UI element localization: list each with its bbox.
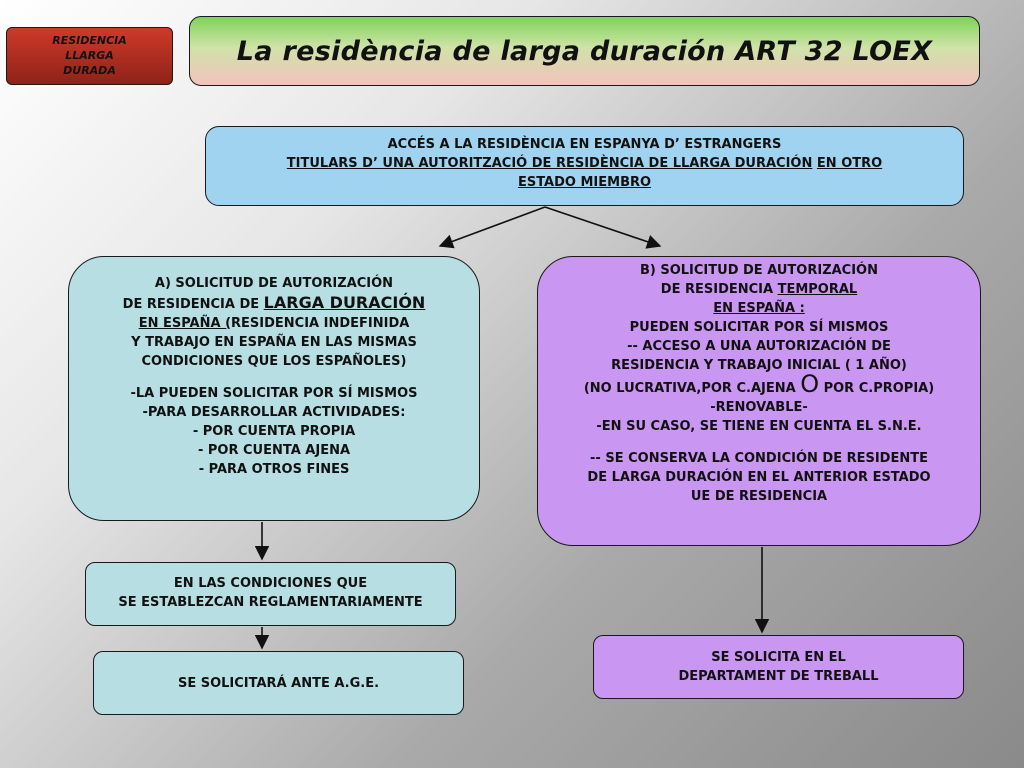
option-a-list-item: - PARA OTROS FINES xyxy=(198,462,350,477)
option-b-modes-b: POR C.PROPIA) xyxy=(819,381,935,396)
option-b-text-line: DE LARGA DURACIÓN EN EL ANTERIOR ESTADO xyxy=(587,470,931,485)
option-b-type-emphasis: TEMPORAL xyxy=(777,282,858,297)
option-b-box xyxy=(537,256,981,546)
department-box xyxy=(593,635,964,699)
option-b-text-line: PUEDEN SOLICITAR POR SÍ MISMOS xyxy=(629,320,889,335)
option-b-text-line: -RENOVABLE- xyxy=(710,400,808,415)
spacer xyxy=(538,436,980,449)
department-line: DEPARTAMENT DE TREBALL xyxy=(678,669,879,684)
access-heading: ACCÉS A LA RESIDÈNCIA EN ESPANYA D’ ESTRANGERS xyxy=(387,137,782,152)
spacer xyxy=(69,371,479,384)
department-line: SE SOLICITA EN EL xyxy=(711,650,846,665)
conditions-line: SE ESTABLEZCAN REGLAMENTARIAMENTE xyxy=(118,595,423,610)
option-a-list-item: - POR CUENTA PROPIA xyxy=(192,424,356,439)
conditions-line: EN LAS CONDICIONES QUE xyxy=(173,576,368,591)
section-tag-line: RESIDENCIA xyxy=(52,34,127,47)
option-b-text-line: RESIDENCIA Y TRABAJO INICIAL ( 1 AÑO) xyxy=(611,358,907,373)
option-b-heading: B) SOLICITUD DE AUTORIZACIÓN xyxy=(639,263,878,278)
access-holders-text: TITULARS D’ UNA AUTORITZACIÓ DE RESIDÈNCIA DE LLARGA DURACIÓN xyxy=(286,156,813,171)
option-a-type-line xyxy=(69,293,479,314)
option-a-text-line: Y TRABAJO EN ESPAÑA EN LAS MISMAS xyxy=(131,335,417,350)
section-tag-line: DURADA xyxy=(63,64,116,77)
option-a-scope-line xyxy=(69,314,479,333)
option-a-type-emphasis: LARGA DURACIÓN xyxy=(263,293,426,312)
slide-title: La residència de larga duración ART 32 LOEX xyxy=(189,16,980,86)
option-b-scope-line: EN ESPAÑA : xyxy=(713,301,805,316)
option-b-modes-line xyxy=(538,370,980,398)
option-b-text-line: -EN SU CASO, SE TIENE EN CUENTA EL S.N.E. xyxy=(596,419,922,434)
option-b-text-line: -- ACCESO A UNA AUTORIZACIÓN DE xyxy=(627,339,891,354)
option-a-text-line: -LA PUEDEN SOLICITAR POR SÍ MISMOS xyxy=(130,386,418,401)
access-holders-tail: EN OTRO xyxy=(816,156,883,171)
access-state-line: ESTADO MIEMBRO xyxy=(517,175,652,190)
option-a-heading: A) SOLICITUD DE AUTORIZACIÓN xyxy=(154,276,394,291)
option-b-type-line xyxy=(538,280,980,299)
option-a-text-line: CONDICIONES QUE LOS ESPAÑOLES) xyxy=(141,354,407,369)
conditions-box xyxy=(85,562,456,626)
option-b-text-line: -- SE CONSERVA LA CONDICIÓN DE RESIDENTE xyxy=(590,451,928,466)
arrow-to-option-a xyxy=(440,207,545,246)
option-a-type-prefix: DE RESIDENCIA DE xyxy=(122,297,264,312)
option-a-text-line: -PARA DESARROLLAR ACTIVIDADES: xyxy=(142,405,406,420)
option-b-modes-a: (NO LUCRATIVA,POR C.AJENA xyxy=(583,381,801,396)
option-a-scope-prefix: EN ESPAÑA ( xyxy=(138,316,232,331)
option-a-scope-text: RESIDENCIA INDEFINIDA xyxy=(231,316,410,331)
arrow-to-option-b xyxy=(545,207,660,246)
age-box: SE SOLICITARÁ ANTE A.G.E. xyxy=(93,651,464,715)
section-tag-line: LLARGA xyxy=(65,49,114,62)
option-a-list-item: - POR CUENTA AJENA xyxy=(197,443,351,458)
option-a-box xyxy=(68,256,480,521)
option-b-text-line: UE DE RESIDENCIA xyxy=(690,489,828,504)
option-b-type-prefix: DE RESIDENCIA xyxy=(660,282,778,297)
option-b-modes-or: O xyxy=(800,370,820,398)
